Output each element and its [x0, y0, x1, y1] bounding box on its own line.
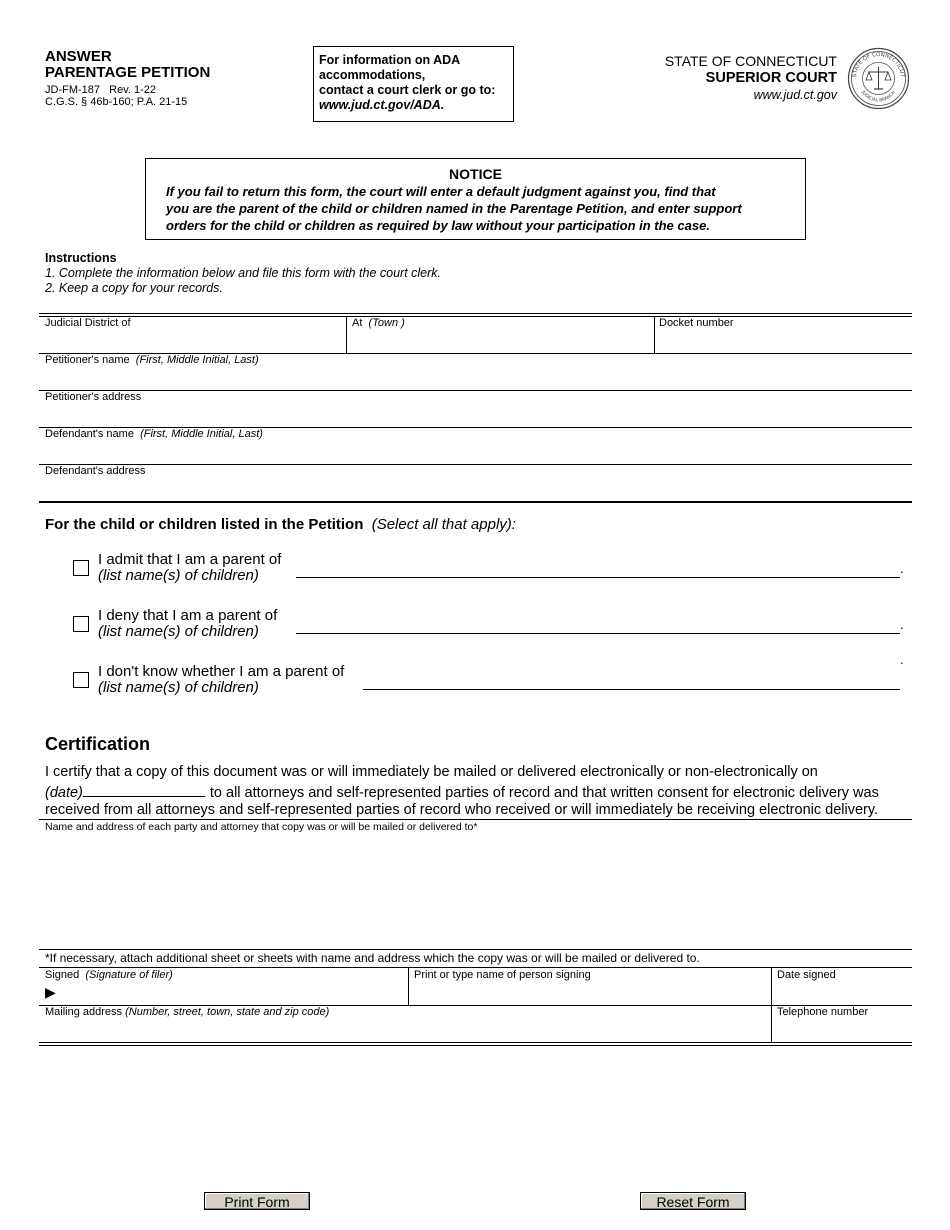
notice-line3: orders for the child or children as required by law without your participation in the case.: [166, 218, 710, 233]
reset-form-button[interactable]: Reset Form: [640, 1192, 746, 1210]
defendant-address-label: Defendant's address: [45, 465, 146, 477]
mailing-text: Mailing address: [45, 1006, 123, 1018]
instructions-step1: 1. Complete the information below and file this form with the court clerk.: [45, 266, 442, 280]
names-addresses-field[interactable]: [40, 835, 910, 947]
admit-hint: (list name(s) of children): [98, 567, 259, 584]
date-hint: (date): [45, 785, 83, 801]
admit-period: .: [900, 561, 904, 576]
admit-children-field[interactable]: [296, 577, 900, 578]
date-signed-field[interactable]: [773, 982, 910, 1004]
certification-rule: [39, 819, 912, 820]
deny-label: [98, 608, 277, 640]
certification-line1: I certify that a copy of this document was or will immediately be mailed or delivered electronically or non-electronically on: [45, 764, 818, 780]
mailing-hint: (Number, street, town, state and zip code): [125, 1006, 330, 1018]
table-top-rule: [39, 313, 912, 314]
instructions-step2: 2. Keep a copy for your records.: [45, 281, 223, 295]
table-top-rule-2: [39, 316, 912, 317]
signed-text: Signed: [45, 969, 80, 981]
signature-field[interactable]: [62, 982, 405, 1004]
petitioner-address-label: Petitioner's address: [45, 391, 142, 403]
petitioner-name-field[interactable]: [40, 367, 910, 389]
children-heading-hint: (Select all that apply):: [371, 516, 516, 533]
footer-rule: [39, 967, 912, 968]
unknown-checkbox[interactable]: [73, 672, 89, 688]
telephone-field[interactable]: [773, 1019, 910, 1041]
certification-title: Certification: [45, 734, 151, 754]
print-form-button[interactable]: Print Form: [204, 1192, 310, 1210]
deny-text: I deny that I am a parent of: [98, 607, 278, 624]
field-divider: [346, 316, 347, 354]
form-title: [45, 49, 210, 81]
children-heading-text: For the child or children listed in the Petition: [45, 516, 364, 533]
judicial-district-label: Judicial District of: [45, 317, 131, 329]
deny-children-field[interactable]: [296, 633, 900, 634]
unknown-hint: (list name(s) of children): [98, 679, 259, 696]
admit-checkbox[interactable]: [73, 560, 89, 576]
court-website: www.jud.ct.gov: [753, 88, 837, 102]
row-rule: [39, 390, 912, 391]
attach-note: *If necessary, attach additional sheet or sheets with name and address which the copy was or will be mailed or delivered to.: [45, 951, 700, 965]
mailing-address-field[interactable]: [40, 1019, 768, 1041]
state-name: STATE OF CONNECTICUT: [664, 53, 837, 69]
town-field[interactable]: [348, 330, 652, 352]
ada-line3: contact a court clerk or go to:: [319, 83, 496, 97]
table-bottom-rule: [39, 501, 912, 503]
notice-line1: If you fail to return this form, the court will enter a default judgment against you, find that: [166, 184, 716, 199]
ada-line1: For information on ADA: [319, 53, 461, 67]
admit-text: I admit that I am a parent of: [98, 551, 282, 568]
row-rule: [39, 464, 912, 465]
signed-label: [45, 969, 173, 981]
judicial-district-field[interactable]: [40, 330, 345, 352]
instructions-title: Instructions: [45, 251, 117, 265]
form-title-line1: ANSWER: [45, 48, 112, 65]
unknown-label: [98, 664, 344, 696]
deny-checkbox[interactable]: [73, 616, 89, 632]
form-title-line2: PARENTAGE PETITION: [45, 64, 211, 81]
judicial-seal-icon: [847, 47, 910, 110]
ada-info-box: [313, 46, 514, 122]
date-signed-label: Date signed: [777, 969, 836, 981]
petitioner-name-text: Petitioner's name: [45, 354, 130, 366]
certification-date-field[interactable]: [83, 783, 205, 797]
form-number: JD-FM-187 Rev. 1-22: [45, 84, 157, 96]
certification-line2-text: to all attorneys and self-represented parties of record and that written consent for electronic delivery was: [209, 785, 879, 801]
town-hint: (Town ): [368, 317, 405, 329]
petitioner-address-field[interactable]: [40, 404, 910, 426]
footer-top-rule: [39, 949, 912, 950]
town-label: [352, 317, 405, 329]
print-name-field[interactable]: [410, 982, 768, 1004]
children-heading: [45, 516, 516, 533]
certification-line3: received from all attorneys and self-represented parties of record who received or will immediately be receiving electronic delivery.: [45, 802, 879, 818]
signature-arrow-icon: ▶: [45, 984, 56, 1000]
ada-line2: accommodations,: [319, 68, 426, 82]
admit-label: [98, 552, 281, 584]
footer-bottom-rule-2: [39, 1045, 912, 1046]
notice-text: [166, 183, 787, 234]
defendant-name-hint: (First, Middle Initial, Last): [140, 428, 263, 440]
notice-line2: you are the parent of the child or children named in the Parentage Petition, and enter support: [166, 201, 742, 216]
field-divider: [654, 316, 655, 354]
names-addresses-label: Name and address of each party and attorney that copy was or will be mailed or delivered to*: [45, 821, 478, 833]
court-name: SUPERIOR COURT: [705, 70, 837, 86]
defendant-name-label: [45, 428, 263, 440]
defendant-name-text: Defendant's name: [45, 428, 134, 440]
petitioner-name-label: [45, 354, 259, 366]
notice-title: NOTICE: [449, 166, 502, 182]
defendant-name-field[interactable]: [40, 441, 910, 463]
unknown-children-field[interactable]: [363, 689, 900, 690]
ada-link[interactable]: www.jud.ct.gov/ADA.: [319, 98, 445, 112]
deny-hint: (list name(s) of children): [98, 623, 259, 640]
deny-period: .: [900, 617, 904, 632]
defendant-address-field[interactable]: [40, 478, 910, 500]
unknown-text: I don't know whether I am a parent of: [98, 663, 345, 680]
telephone-label: Telephone number: [777, 1006, 869, 1018]
print-name-label: Print or type name of person signing: [414, 969, 591, 981]
footer-bottom-rule: [39, 1042, 912, 1043]
certification-line2: [45, 783, 879, 801]
field-divider: [408, 967, 409, 1005]
unknown-period: .: [900, 652, 904, 667]
seal-text-bottom: JUDICIAL BRANCH: [860, 90, 897, 104]
notice-box: [145, 158, 806, 240]
at-label: At: [352, 317, 363, 329]
seal-text-top: STATE OF CONNECTICUT: [851, 51, 905, 78]
signed-hint: (Signature of filer): [85, 969, 173, 981]
statute-reference: C.G.S. § 46b-160; P.A. 21-15: [45, 96, 188, 108]
mailing-address-label: [45, 1006, 329, 1018]
docket-number-field[interactable]: [656, 330, 910, 352]
docket-number-label: Docket number: [659, 317, 734, 329]
petitioner-name-hint: (First, Middle Initial, Last): [135, 354, 259, 366]
